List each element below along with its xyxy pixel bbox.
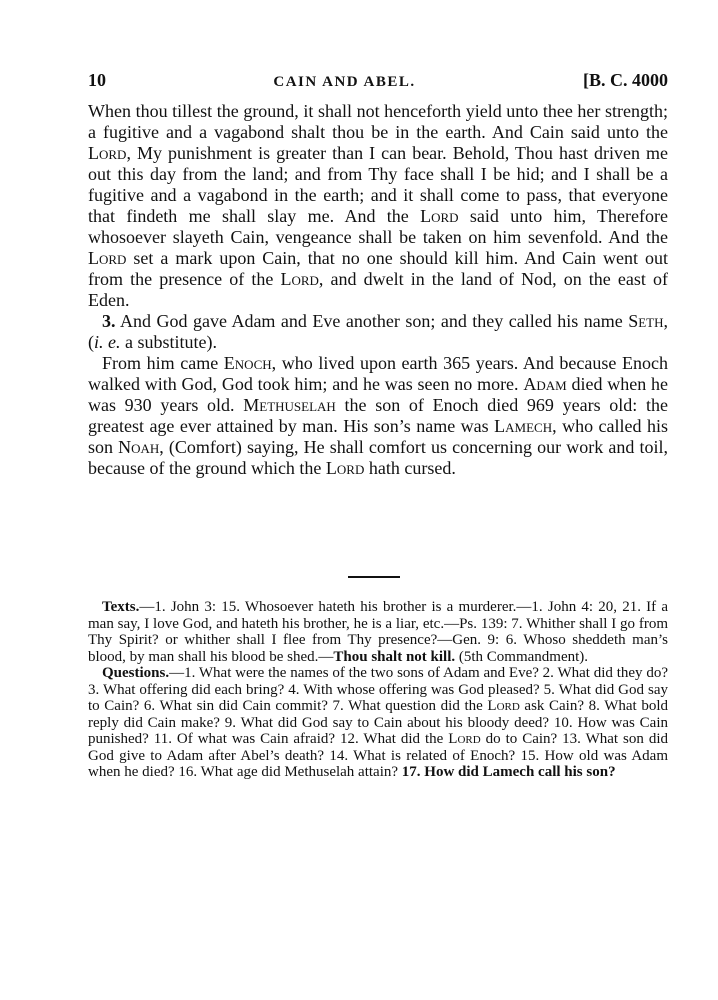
text-run: From him came [102, 353, 224, 373]
lord-word: Lord [88, 248, 127, 268]
date-heading: [B. C. 4000 [583, 70, 668, 90]
paragraph-cain-curse [88, 101, 668, 311]
paragraph-enoch [88, 353, 668, 479]
page-number: 10 [88, 70, 106, 90]
section-number: 3. [102, 311, 116, 331]
text-run: said unto him, Therefore whosoever slayeth Cain, vengeance shall be taken on him sevenfold. And the [88, 206, 668, 247]
italic-ie: i. e. [94, 332, 121, 352]
name-lamech: Lamech [494, 416, 553, 436]
name-enoch: Enoch [223, 353, 272, 373]
lord-word: Lord [280, 269, 319, 289]
text-run: , ( [88, 311, 668, 352]
lord-word: Lord [88, 143, 127, 163]
text-run: a substitute). [120, 332, 217, 352]
last-question-bold: 17. How did Lamech call his son? [401, 764, 616, 780]
text-run: And God gave Adam and Eve another son; and they called his name [115, 311, 629, 331]
main-text [88, 101, 668, 479]
text-run: , who lived upon earth 365 years. And because Enoch walked with God, God took him; and he was seen no more. [88, 353, 668, 394]
lord-word: Lord [448, 731, 481, 747]
section-divider [348, 576, 400, 578]
name-noah: Noah [118, 437, 160, 457]
name-adam: Adam [523, 374, 567, 394]
text-run: do to Cain? 13. What son did God give to Adam after Abel’s death? 14. What is related of Enoch? 15. How old was Adam when he died? 16. What age did Methuselah attain? [88, 731, 668, 780]
text-run: set a mark upon Cain, that no one should kill him. And Cain went out from the presence of the [88, 248, 668, 289]
notes-section [88, 599, 668, 781]
text-run: , who called his son [88, 416, 668, 457]
lord-word: Lord [420, 206, 459, 226]
questions-label: Questions. [102, 665, 170, 681]
running-title: CAIN AND ABEL. [273, 74, 416, 90]
text-run: —1. John 3: 15. Whosoever hateth his brother is a murderer.—1. John 4: 20, 21. If a man say, I love God, and hateth his brother, he is a liar, etc.—Ps. 139: 7. Whither shall I go from Thy Spirit? or whither shall I flee from Thy presence?—Gen. 9: 6. Whoso sheddeth man’s blood, by man shall his blood be shed.— [88, 599, 668, 665]
text-run: ask Cain? 8. What bold reply did Cain make? 9. What did God say to Cain about his bloody deed? 10. How was Cain punished? 11. Of what was Cain afraid? 12. What did the [88, 698, 668, 747]
text-run: hath cursed. [364, 458, 456, 478]
lord-word: Lord [325, 458, 365, 478]
text-run: , and dwelt in the land of Nod, on the east of Eden. [88, 269, 668, 310]
name-seth: Seth [628, 311, 664, 331]
lord-word: Lord [487, 698, 520, 714]
page-header [88, 70, 668, 91]
texts-label: Texts. [102, 599, 140, 615]
text-run: died when he was 930 years old. [88, 374, 669, 415]
text-run: , (Comfort) saying, He shall comfort us concerning our work and toil, because of the ground which the [88, 437, 668, 478]
questions-paragraph [88, 665, 668, 781]
text-run: , My punishment is greater than I can bear. Behold, Thou hast driven me out this day from the land; and from Thy face shall I be hid; and I shall be a fugitive and a vagabond in the earth; and it shall come to pass, that everyone that findeth me shall slay me. And the [88, 143, 668, 226]
texts-paragraph [88, 599, 668, 665]
text-run: When thou tillest the ground, it shall not henceforth yield unto thee her strength; a fugitive and a vagabond shalt thou be in the earth. And Cain said unto the [88, 101, 668, 142]
text-run: the son of Enoch died 969 years old: the greatest age ever attained by man. His son’s name was [88, 395, 668, 436]
commandment-bold: Thou shalt not kill. [333, 648, 456, 665]
text-run: (5th Commandment). [455, 648, 589, 665]
name-methuselah: Methuselah [243, 395, 336, 415]
text-run: —1. What were the names of the two sons of Adam and Eve? 2. What did they do? 3. What offering did each bring? 4. With whose offering was God pleased? 5. What did God say to Cain? 6. What sin did Cain commit? 7. What question did the [88, 665, 668, 714]
paragraph-seth [88, 311, 668, 353]
